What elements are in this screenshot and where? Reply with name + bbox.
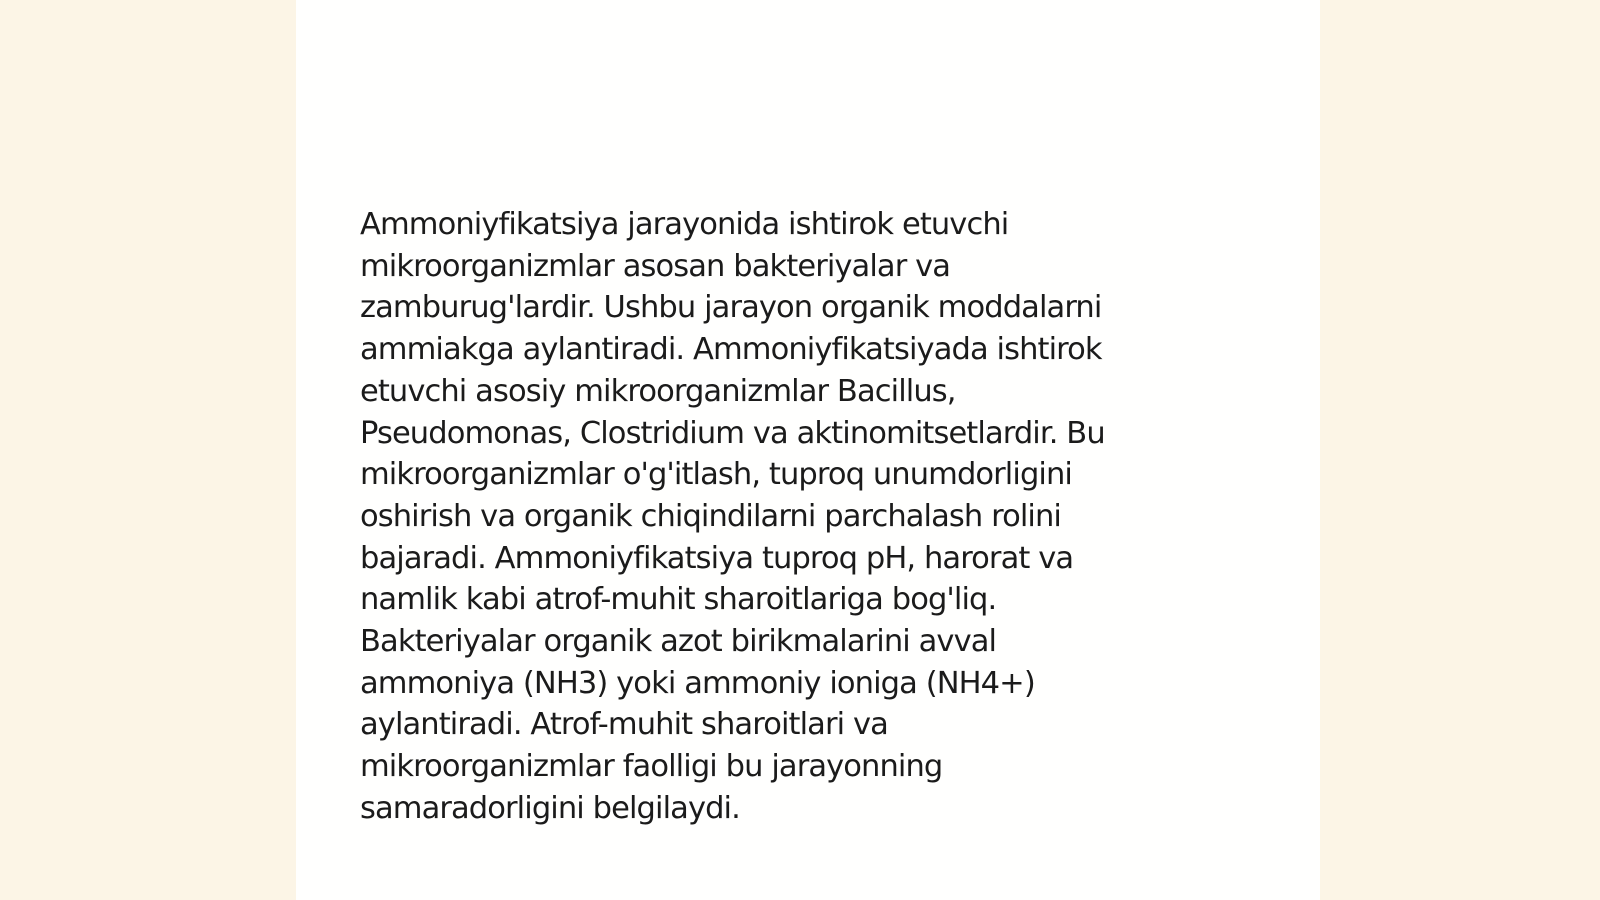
paragraph-line: namlik kabi atrof-muhit sharoitlariga bog'liq. [360, 582, 997, 618]
paragraph-line: mikroorganizmlar asosan bakteriyalar va [360, 248, 951, 284]
paragraph-line: bajaradi. Ammoniyfikatsiya tuproq pH, harorat va [360, 540, 1074, 576]
body-paragraph [360, 204, 1240, 830]
paragraph-line: Bakteriyalar organik azot birikmalarini avval [360, 624, 997, 660]
paragraph-line: ammiakga aylantiradi. Ammoniyfikatsiyada ishtirok [360, 332, 1102, 368]
paragraph-line: Ammoniyfikatsiya jarayonida ishtirok etuvchi [360, 207, 1009, 242]
paragraph-line: aylantiradi. Atrof-muhit sharoitlari va [360, 707, 888, 743]
paragraph-line: oshirish va organik chiqindilarni parchalash rolini [360, 498, 1062, 534]
slide-page [296, 0, 1320, 900]
paragraph-line: zamburug'lardir. Ushbu jarayon organik moddalarni [360, 290, 1102, 326]
paragraph-line: mikroorganizmlar faolligi bu jarayonning [360, 749, 943, 785]
paragraph-line: mikroorganizmlar o'g'itlash, tuproq unumdorligini [360, 457, 1072, 493]
paragraph-line: Pseudomonas, Clostridium va aktinomitsetlardir. Bu [360, 415, 1105, 451]
paragraph-line: samaradorligini belgilaydi. [360, 790, 740, 826]
paragraph-line: etuvchi asosiy mikroorganizmlar Bacillus, [360, 373, 956, 409]
paragraph-line: ammoniya (NH3) yoki ammoniy ioniga (NH4+) [360, 665, 1035, 701]
